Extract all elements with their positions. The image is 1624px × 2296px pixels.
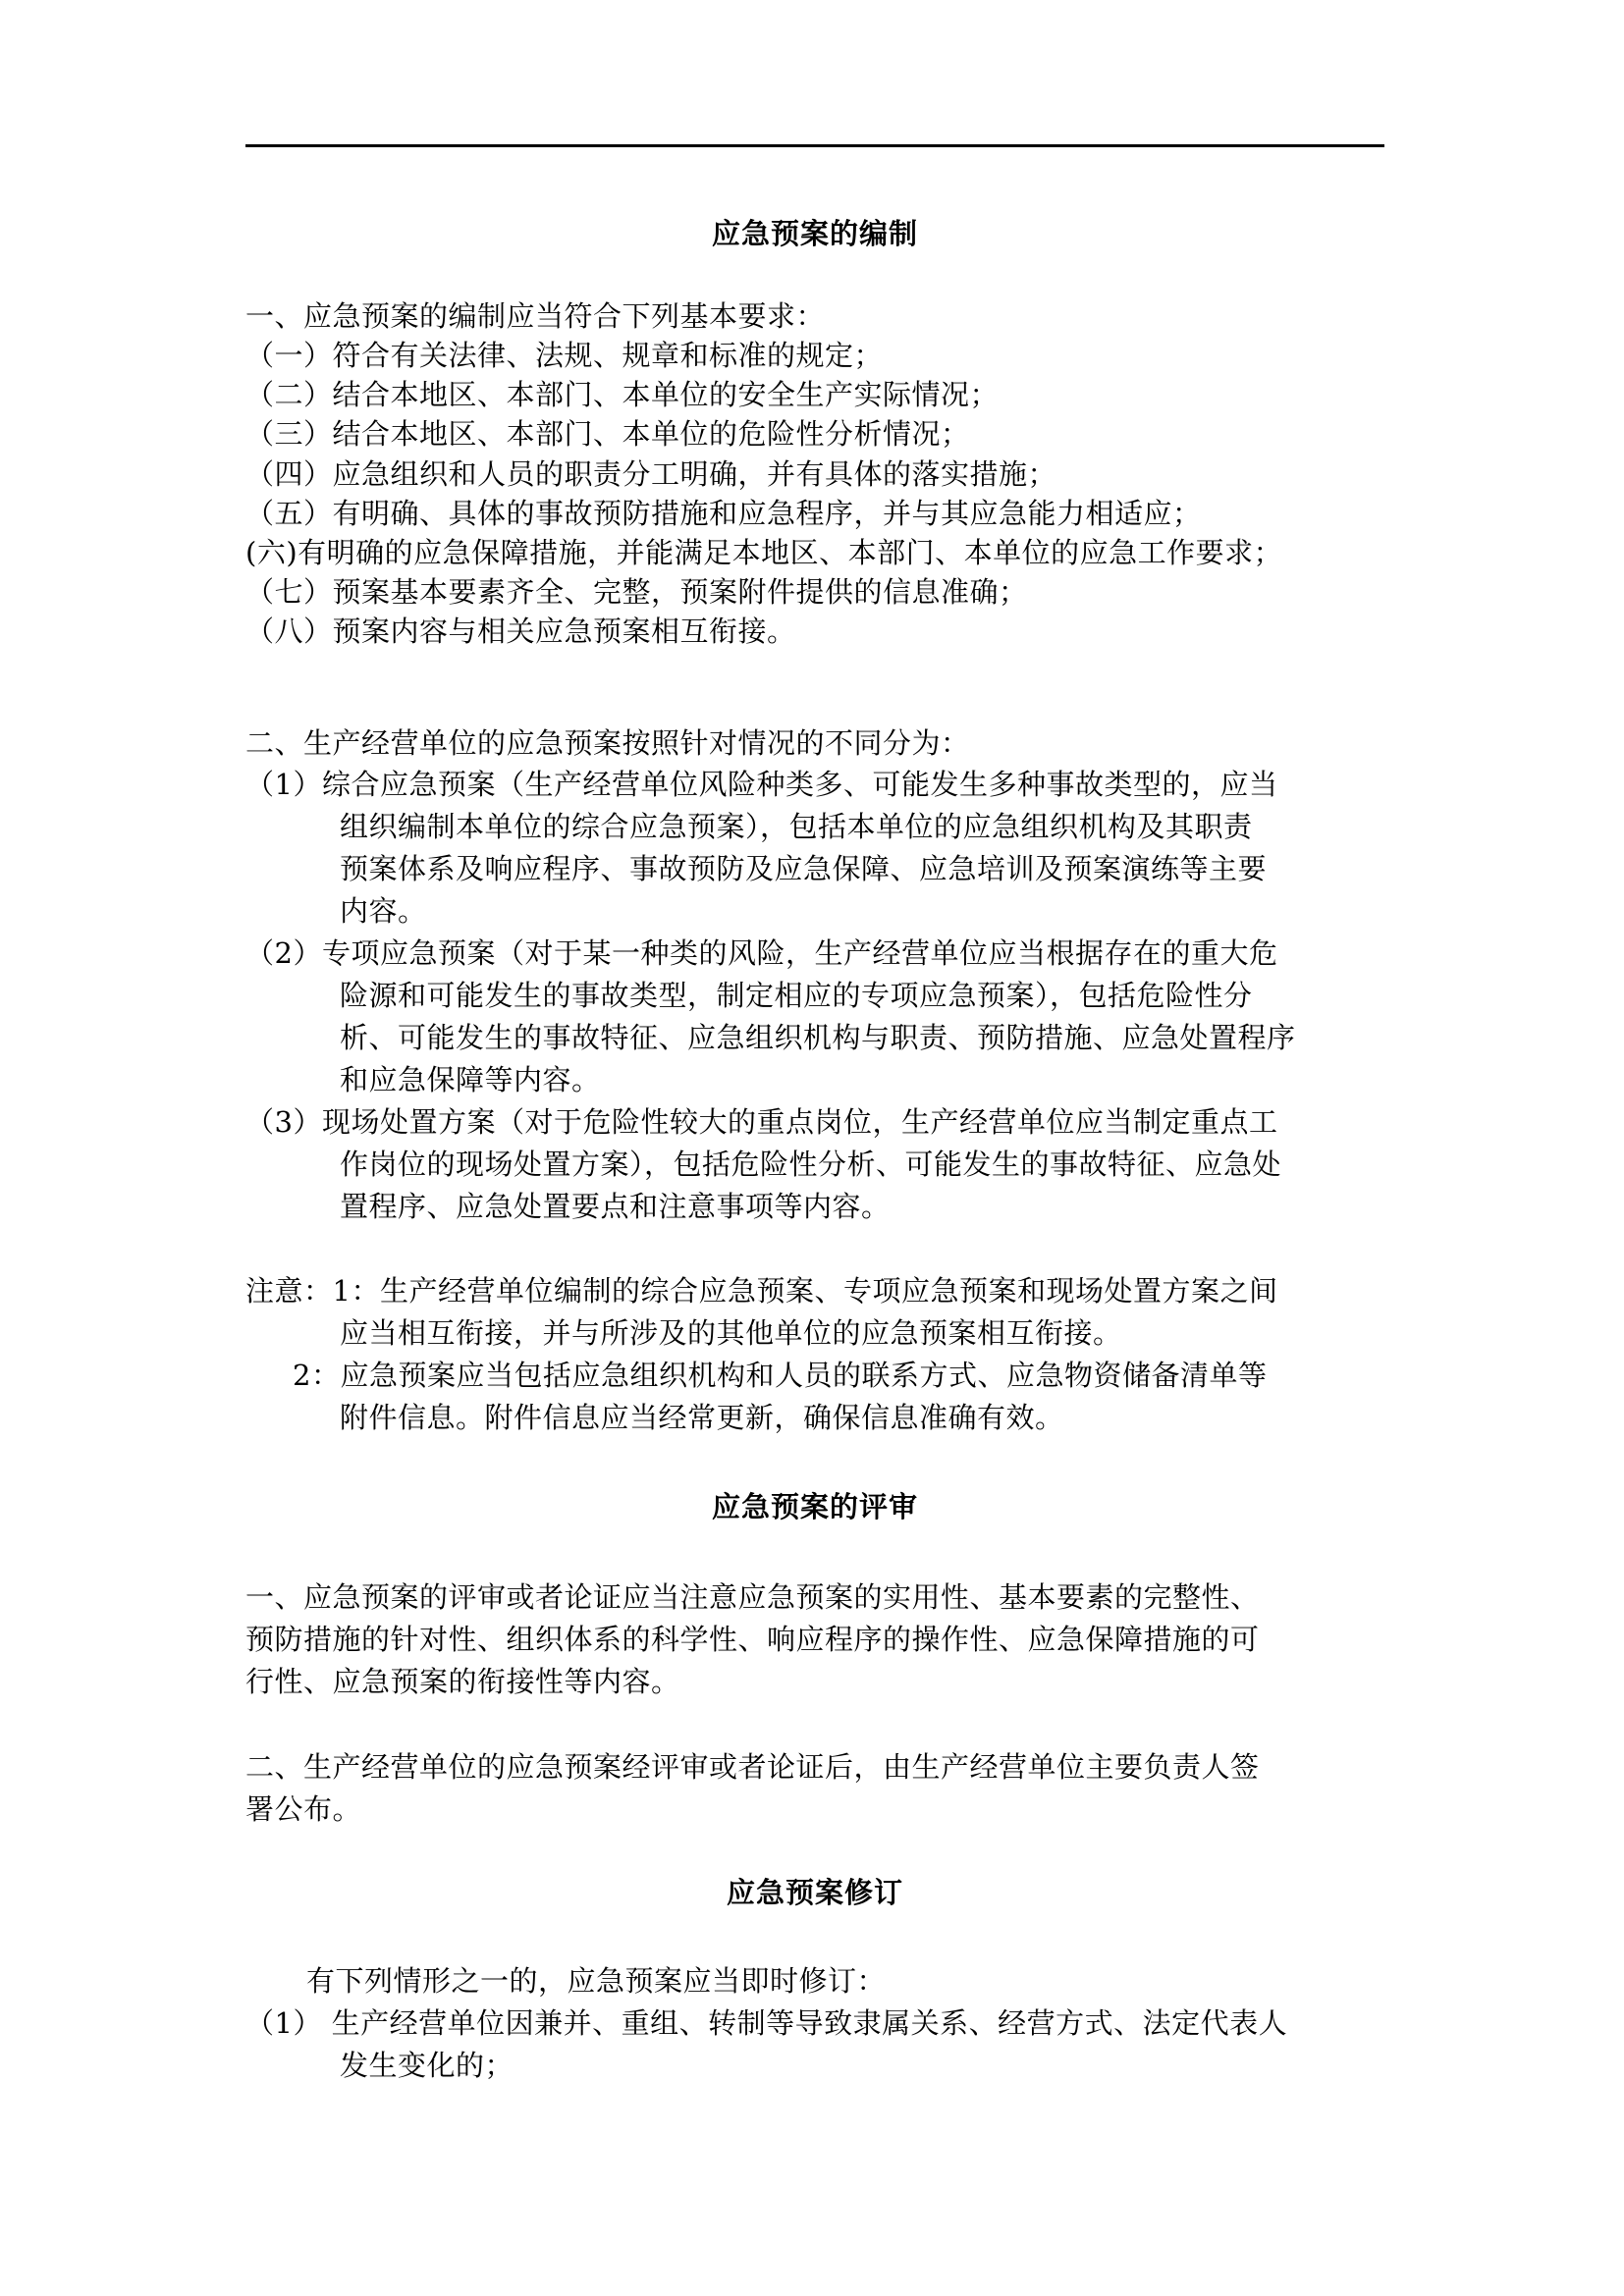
requirement-item: （八）预案内容与相关应急预案相互衔接。 [245,614,796,648]
revision-item-line: （1） 生产经营单位因兼并、重组、转制等导致隶属关系、经营方式、法定代表人 [245,2006,1288,2040]
plan-type-line: 置程序、应急处置要点和注意事项等内容。 [340,1190,891,1223]
note-line: 附件信息。附件信息应当经常更新，确保信息准确有效。 [340,1401,1064,1434]
note-line: 2：应急预案应当包括应急组织机构和人员的联系方式、应急物资储备清单等 [293,1359,1268,1392]
plan-type-line: 组织编制本单位的综合应急预案），包括本单位的应急组织机构及其职责 [340,810,1253,843]
part2-heading: 二、生产经营单位的应急预案按照针对情况的不同分为： [245,726,970,760]
plan-type-line: （3）现场处置方案（对于危险性较大的重点岗位，生产经营单位应当制定重点工 [245,1105,1278,1139]
plan-type-line: 内容。 [340,894,427,928]
requirement-item: （一）符合有关法律、法规、规章和标准的规定； [245,339,884,372]
plan-type-line: 预案体系及响应程序、事故预防及应急保障、应急培训及预案演练等主要 [340,852,1268,885]
review-paragraph-line: 二、生产经营单位的应急预案经评审或者论证后，由生产经营单位主要负责人签 [245,1750,1260,1784]
requirement-item: （五）有明确、具体的事故预防措施和应急程序，并与其应急能力相适应； [245,497,1202,530]
plan-type-line: 险源和可能发生的事故类型，制定相应的专项应急预案），包括危险性分 [340,979,1253,1012]
requirement-item: (六)有明确的应急保障措施，并能满足本地区、本部门、本单位的应急工作要求； [245,536,1283,569]
part1-heading: 一、应急预案的编制应当符合下列基本要求： [245,299,826,333]
requirement-item: （二）结合本地区、本部门、本单位的安全生产实际情况； [245,378,1000,411]
header-rule [245,144,1384,147]
plan-type-line: （1）综合应急预案（生产经营单位风险种类多、可能发生多种事故类型的，应当 [245,768,1278,801]
review-paragraph-line: 署公布。 [245,1792,362,1826]
plan-type-line: 析、可能发生的事故特征、应急组织机构与职责、预防措施、应急处置程序 [340,1021,1296,1054]
requirement-item: （四）应急组织和人员的职责分工明确，并有具体的落实措施； [245,457,1057,491]
section-title-review: 应急预案的评审 [711,1490,918,1523]
review-paragraph-line: 行性、应急预案的衔接性等内容。 [245,1665,680,1698]
review-paragraph-line: 一、应急预案的评审或者论证应当注意应急预案的实用性、基本要素的完整性、 [245,1580,1260,1614]
plan-type-line: 和应急保障等内容。 [340,1063,601,1096]
plan-type-line: （2）专项应急预案（对于某一种类的风险，生产经营单位应当根据存在的重大危 [245,936,1278,970]
note-line: 应当相互衔接，并与所涉及的其他单位的应急预案相互衔接。 [340,1316,1122,1350]
section-title-compilation: 应急预案的编制 [711,217,918,250]
review-paragraph-line: 预防措施的针对性、组织体系的科学性、响应程序的操作性、应急保障措施的可 [245,1623,1260,1656]
revision-item-line: 发生变化的； [340,2049,514,2082]
revision-lead: 有下列情形之一的，应急预案应当即时修订： [306,1964,887,1998]
note-line: 注意：1：生产经营单位编制的综合应急预案、专项应急预案和现场处置方案之间 [245,1274,1278,1308]
requirement-item: （七）预案基本要素齐全、完整，预案附件提供的信息准确； [245,575,1028,609]
plan-type-line: 作岗位的现场处置方案），包括危险性分析、可能发生的事故特征、应急处 [340,1148,1282,1181]
requirement-item: （三）结合本地区、本部门、本单位的危险性分析情况； [245,417,970,451]
section-title-revision: 应急预案修订 [726,1876,903,1909]
